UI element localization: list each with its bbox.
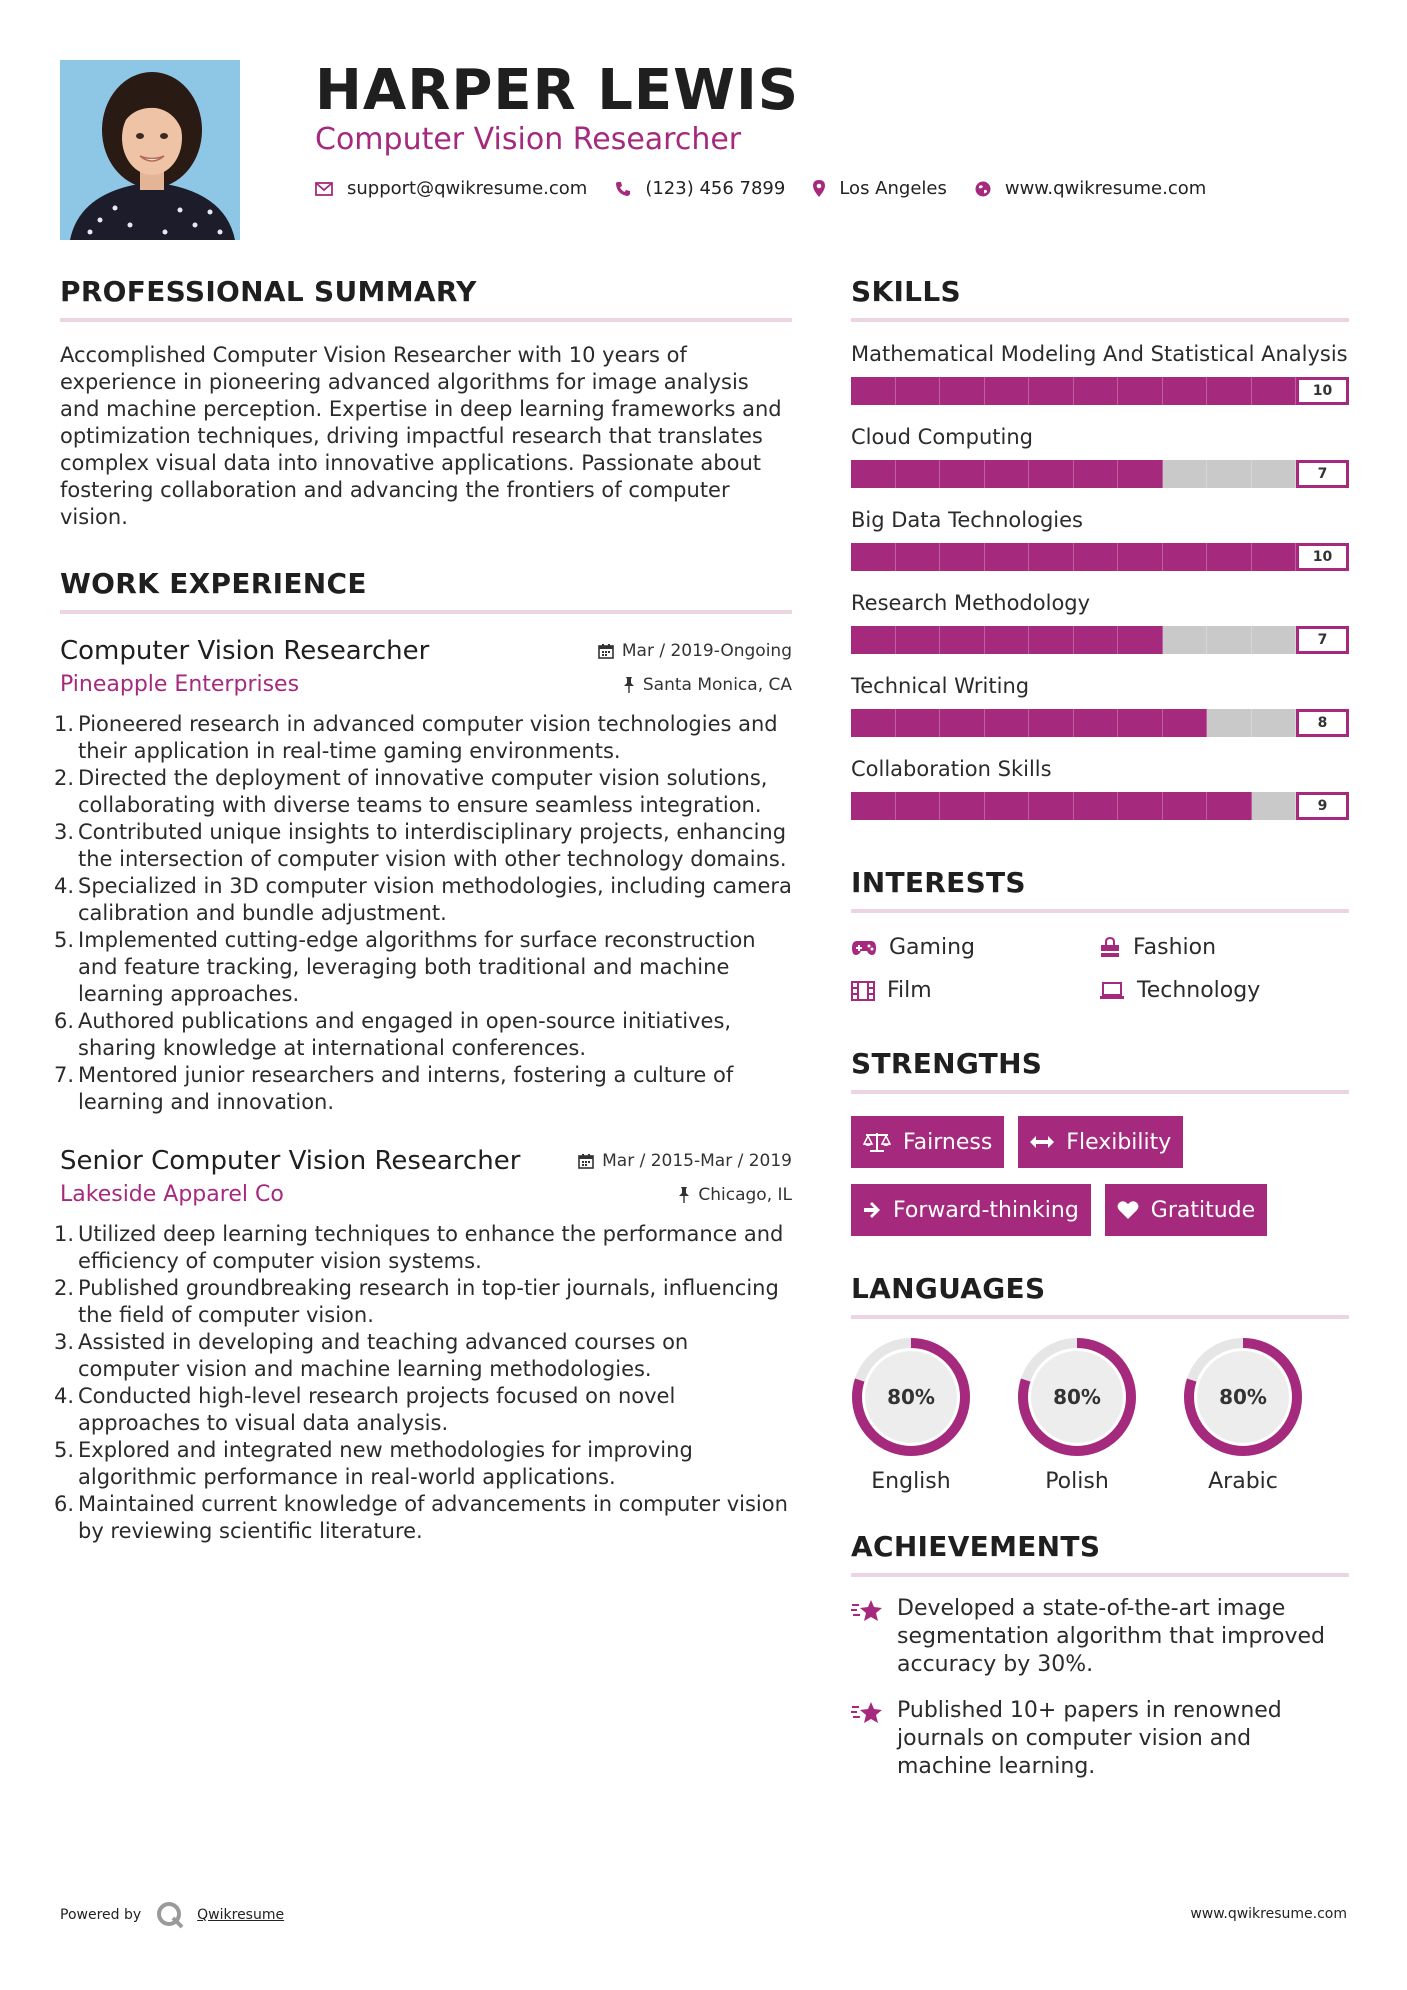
interests-list: [851, 935, 1349, 1003]
skill-bar-segment: [1074, 792, 1119, 820]
calendar-icon: [578, 1153, 594, 1169]
strength-label: Fairness: [903, 1129, 993, 1155]
skill-bar-segment: [1118, 460, 1163, 488]
strength-tag: [1105, 1184, 1267, 1236]
skill-bar-segment: [1207, 460, 1252, 488]
skill-bar-segment: [1252, 377, 1297, 405]
arrows-horizontal-icon: [1030, 1135, 1054, 1149]
skill-score: 7: [1296, 626, 1349, 654]
skill-bar: [851, 792, 1349, 820]
pushpin-icon: [623, 677, 635, 693]
skill-bar-segment: [1207, 792, 1252, 820]
summary-text: Accomplished Computer Vision Researcher with 10 years of experience in pioneering advanced algorithms for image analysis and machine perception. Expertise in deep learning frameworks and optimization techniques, driving impactful research that translates complex visual data into innovative applications. Passionate about fostering collaboration and advancing the frontiers of computer vision.: [60, 343, 782, 529]
profile-photo: [60, 60, 240, 240]
shopping-bag-icon: [1099, 937, 1121, 959]
language-name: English: [871, 1469, 951, 1494]
skill-bar-segment: [851, 709, 896, 737]
language-percent: 80%: [1053, 1385, 1101, 1409]
skill-bar-segment: [1207, 709, 1252, 737]
skill-bar-track: [851, 377, 1296, 405]
interest-label: Gaming: [889, 935, 975, 960]
skill-bar-segment: [896, 460, 941, 488]
skill-bar-segment: [1029, 460, 1074, 488]
job-bullets: [60, 1221, 792, 1545]
skill-bar: [851, 626, 1349, 654]
globe-icon: [975, 181, 991, 197]
skill-bar-segment: [1252, 792, 1297, 820]
footer-powered-by: [60, 1900, 284, 1930]
language-item: [851, 1337, 971, 1494]
skill-score: 10: [1296, 543, 1349, 571]
skill-bar-segment: [985, 709, 1030, 737]
job-location: [678, 1185, 792, 1205]
contact-website[interactable]: [975, 178, 1206, 199]
interest-item: [851, 978, 1099, 1003]
skill-bar-segment: [851, 460, 896, 488]
interest-label: Fashion: [1133, 935, 1217, 960]
bullet-item: Explored and integrated new methodologies for improving algorithmic performance in real-world applications.: [78, 1438, 693, 1489]
heart-icon: [1117, 1200, 1139, 1220]
skills-heading: SKILLS: [851, 275, 1349, 322]
skill-bar-segment: [1207, 377, 1252, 405]
skill-bar-segment: [851, 792, 896, 820]
qwikresume-logo-icon: [155, 1900, 185, 1930]
skill-bar-segment: [1207, 543, 1252, 571]
contact-phone[interactable]: [615, 178, 785, 199]
languages-heading: LANGUAGES: [851, 1272, 1349, 1319]
skill-bar-segment: [940, 792, 985, 820]
bullet-item: Authored publications and engaged in open-source initiatives, sharing knowledge at international conferences.: [78, 1009, 732, 1060]
skill-score: 9: [1296, 792, 1349, 820]
company-name: Lakeside Apparel Co: [60, 1182, 284, 1207]
bullet-item: Conducted high-level research projects focused on novel approaches to visual data analysis.: [78, 1384, 676, 1435]
skill-bar-segment: [985, 792, 1030, 820]
interest-item: [1099, 935, 1347, 960]
strength-tag: [1018, 1116, 1183, 1168]
interest-item: [851, 935, 1099, 960]
strength-tag: [851, 1184, 1091, 1236]
language-percent: 80%: [1219, 1385, 1267, 1409]
brand-link[interactable]: Qwikresume: [197, 1907, 285, 1923]
skill-bar-segment: [1163, 377, 1208, 405]
bullet-item: Maintained current knowledge of advancements in computer vision by reviewing scientific literature.: [78, 1492, 788, 1543]
summary-heading: PROFESSIONAL SUMMARY: [60, 275, 792, 322]
skill-bar-segment: [1163, 543, 1208, 571]
job-dates: [578, 1151, 792, 1171]
skill-bar-track: [851, 709, 1296, 737]
laptop-icon: [1099, 982, 1125, 1000]
skill-bar-segment: [896, 709, 941, 737]
skill-bar-segment: [940, 709, 985, 737]
skill-name: Technical Writing: [851, 674, 1030, 698]
skill-bar-segment: [1163, 626, 1208, 654]
bullet-item: Published groundbreaking research in top-tier journals, influencing the field of computer vision.: [78, 1276, 779, 1327]
skill-bar-segment: [940, 377, 985, 405]
skill-score: 7: [1296, 460, 1349, 488]
skill-bar: [851, 460, 1349, 488]
strength-label: Forward-thinking: [893, 1197, 1079, 1223]
strength-label: Gratitude: [1150, 1197, 1256, 1223]
skill-bar-segment: [1029, 709, 1074, 737]
achievement-text: Developed a state-of-the-art image segmentation algorithm that improved accuracy by 30%.: [897, 1596, 1326, 1677]
contact-email[interactable]: [315, 178, 587, 199]
bullet-item: Assisted in developing and teaching advanced courses on computer vision and machine learning methodologies.: [78, 1330, 689, 1381]
skill-bar-track: [851, 792, 1296, 820]
skill-bar-segment: [1074, 626, 1119, 654]
strength-tag: [851, 1116, 1004, 1168]
skill-name: Cloud Computing: [851, 425, 1033, 449]
website-text: www.qwikresume.com: [1004, 178, 1207, 199]
skill-bar: [851, 543, 1349, 571]
skill-score: 10: [1296, 377, 1349, 405]
skill-score: 8: [1296, 709, 1349, 737]
skill-bar-segment: [1029, 377, 1074, 405]
skill-bar-track: [851, 543, 1296, 571]
bullet-item: Implemented cutting-edge algorithms for surface reconstruction and feature tracking, leveraging both traditional and machine learning approaches.: [78, 928, 756, 1006]
language-percent: 80%: [887, 1385, 935, 1409]
candidate-title: Computer Vision Researcher: [315, 122, 742, 157]
skill-bar-segment: [940, 543, 985, 571]
skill-bar-segment: [940, 626, 985, 654]
skill-item: [851, 755, 1349, 820]
bullet-item: Contributed unique insights to interdisciplinary projects, enhancing the intersection of computer vision with other technology domains.: [78, 820, 787, 871]
skill-item: [851, 589, 1349, 654]
job-entry: [60, 636, 792, 1116]
skill-bar-segment: [1118, 543, 1163, 571]
skill-bar-segment: [985, 377, 1030, 405]
interest-label: Film: [887, 978, 932, 1003]
right-column: [851, 275, 1349, 1781]
bullet-item: Directed the deployment of innovative computer vision solutions, collaborating with diverse teams to ensure seamless integration.: [78, 766, 768, 817]
languages-list: [851, 1337, 1349, 1494]
skill-bar-segment: [1118, 626, 1163, 654]
skill-bar-segment: [1074, 377, 1119, 405]
skill-bar-segment: [896, 377, 941, 405]
bullet-item: Utilized deep learning techniques to enhance the performance and efficiency of computer vision systems.: [78, 1222, 784, 1273]
contact-location: [813, 178, 947, 199]
job-title: Computer Vision Researcher: [60, 636, 430, 666]
skill-bar-segment: [1163, 709, 1208, 737]
phone-icon: [615, 181, 631, 197]
skill-bar-segment: [1118, 377, 1163, 405]
experience-heading: WORK EXPERIENCE: [60, 567, 792, 614]
interest-label: Technology: [1137, 978, 1261, 1003]
job-bullets: [60, 711, 792, 1116]
achievement-item: [851, 1595, 1349, 1679]
film-icon: [851, 981, 875, 1001]
skill-bar-segment: [896, 626, 941, 654]
skill-bar-segment: [1252, 543, 1297, 571]
pushpin-icon: [678, 1187, 690, 1203]
skills-list: [851, 340, 1349, 820]
language-ring: [1183, 1337, 1303, 1457]
bullet-item: Pioneered research in advanced computer vision technologies and their application in real-time gaming environments.: [78, 712, 778, 763]
job-entry: [60, 1146, 792, 1545]
skill-name: Big Data Technologies: [851, 508, 1083, 532]
skill-bar-segment: [1074, 460, 1119, 488]
skill-bar-segment: [1163, 460, 1208, 488]
shooting-star-icon: [851, 1597, 885, 1623]
shooting-star-icon: [851, 1699, 885, 1725]
achievements-list: [851, 1595, 1349, 1781]
skill-bar-segment: [1163, 792, 1208, 820]
skill-bar: [851, 377, 1349, 405]
skill-bar-segment: [1074, 709, 1119, 737]
job-location: [623, 675, 792, 695]
skill-bar-track: [851, 626, 1296, 654]
skill-item: [851, 423, 1349, 488]
strength-label: Flexibility: [1066, 1129, 1172, 1155]
language-item: [1183, 1337, 1303, 1494]
interests-heading: INTERESTS: [851, 866, 1349, 913]
job-dates-text: Mar / 2019-Ongoing: [621, 641, 792, 661]
skill-bar-segment: [1029, 543, 1074, 571]
language-name: Arabic: [1208, 1469, 1278, 1494]
skill-name: Collaboration Skills: [851, 757, 1052, 781]
strengths-heading: STRENGTHS: [851, 1047, 1349, 1094]
achievements-heading: ACHIEVEMENTS: [851, 1530, 1349, 1577]
footer-url[interactable]: www.qwikresume.com: [1190, 1906, 1347, 1922]
skill-bar-segment: [1118, 709, 1163, 737]
contact-bar: [315, 178, 1234, 199]
skill-bar-segment: [896, 792, 941, 820]
skill-bar-segment: [896, 543, 941, 571]
skill-bar-segment: [851, 626, 896, 654]
language-ring: [1017, 1337, 1137, 1457]
interest-item: [1099, 978, 1347, 1003]
job-dates: [598, 641, 792, 661]
job-title: Senior Computer Vision Researcher: [60, 1146, 521, 1176]
achievement-item: [851, 1697, 1349, 1781]
skill-bar-segment: [1252, 460, 1297, 488]
location-text: Los Angeles: [839, 178, 947, 199]
skill-bar-segment: [1252, 709, 1297, 737]
balance-scale-icon: [863, 1131, 891, 1153]
skill-bar-segment: [985, 543, 1030, 571]
candidate-name: HARPER LEWIS: [315, 58, 800, 123]
arrow-right-icon: [863, 1201, 881, 1219]
skill-bar-segment: [985, 626, 1030, 654]
language-name: Polish: [1045, 1469, 1109, 1494]
job-dates-text: Mar / 2015-Mar / 2019: [602, 1151, 792, 1171]
skill-bar-segment: [1252, 626, 1297, 654]
skill-bar: [851, 709, 1349, 737]
skill-item: [851, 340, 1349, 405]
gamepad-icon: [851, 940, 877, 956]
skill-item: [851, 506, 1349, 571]
phone-text: (123) 456 7899: [645, 178, 786, 199]
bullet-item: Mentored junior researchers and interns, fostering a culture of learning and innovation.: [78, 1063, 734, 1114]
company-name: Pineapple Enterprises: [60, 672, 300, 697]
skill-bar-segment: [1074, 543, 1119, 571]
skill-bar-segment: [851, 377, 896, 405]
left-column: [60, 275, 792, 1545]
calendar-icon: [598, 643, 614, 659]
skill-bar-segment: [1118, 792, 1163, 820]
skill-name: Research Methodology: [851, 591, 1091, 615]
map-marker-icon: [813, 180, 825, 197]
language-ring: [851, 1337, 971, 1457]
job-location-text: Chicago, IL: [698, 1184, 792, 1205]
envelope-icon: [315, 182, 333, 196]
skill-bar-segment: [985, 460, 1030, 488]
job-location-text: Santa Monica, CA: [642, 674, 792, 695]
skill-bar-segment: [940, 460, 985, 488]
skill-bar-segment: [851, 543, 896, 571]
powered-by-text: Powered by: [60, 1907, 142, 1923]
skill-bar-segment: [1029, 626, 1074, 654]
bullet-item: Specialized in 3D computer vision methodologies, including camera calibration and bundle adjustment.: [78, 874, 792, 925]
skill-name: Mathematical Modeling And Statistical Analysis: [851, 342, 1348, 366]
language-item: [1017, 1337, 1137, 1494]
portrait-image: [60, 60, 240, 240]
skill-bar-segment: [1207, 626, 1252, 654]
skill-bar-segment: [1029, 792, 1074, 820]
achievement-text: Published 10+ papers in renowned journals on computer vision and machine learning.: [897, 1698, 1282, 1779]
strengths-list: [851, 1116, 1349, 1236]
skill-item: [851, 672, 1349, 737]
email-text: support@qwikresume.com: [347, 178, 588, 199]
skill-bar-track: [851, 460, 1296, 488]
